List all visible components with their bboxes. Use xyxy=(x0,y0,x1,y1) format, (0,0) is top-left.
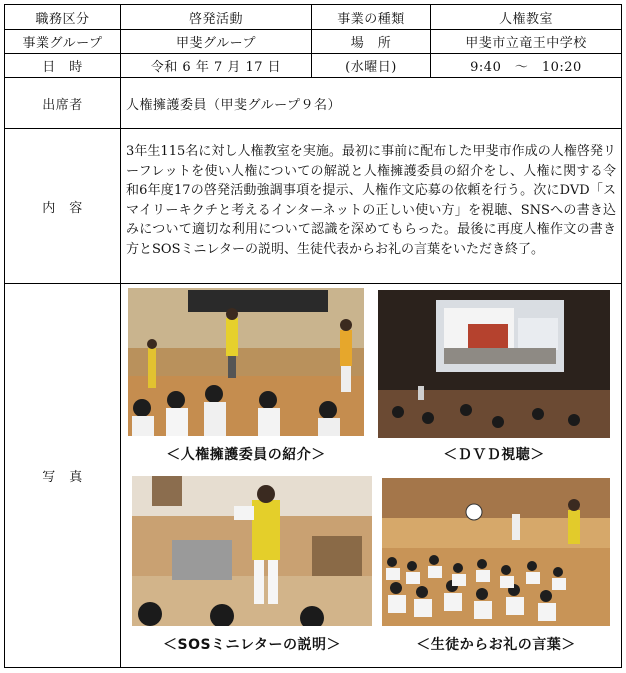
attendees-value: 人権擁護委員（甲斐グループ９名） xyxy=(126,97,341,113)
job-category-label: 職務区分 xyxy=(35,11,90,27)
photo-dvd-viewing xyxy=(378,290,610,438)
location-label: 場 所 xyxy=(350,36,392,51)
caption-student-thanks: ＜生徒からお礼の言葉＞ xyxy=(416,637,576,653)
table-divider-col1 xyxy=(120,4,121,668)
datetime-label: 日 時 xyxy=(42,60,83,75)
location-value: 甲斐市立竜王中学校 xyxy=(465,36,587,51)
weekday-value: (水曜日) xyxy=(345,60,397,75)
table-border-right xyxy=(621,4,622,668)
caption-committee-introduction: ＜人権擁護委員の紹介＞ xyxy=(166,447,326,463)
photos-label: 写 真 xyxy=(42,470,83,485)
job-category-value: 啓発活動 xyxy=(188,11,243,27)
photo-student-thanks xyxy=(382,478,610,626)
attendees-label: 出席者 xyxy=(42,97,83,113)
caption-dvd-viewing: ＜ＤＶＤ視聴＞ xyxy=(443,447,545,463)
table-border-bottom xyxy=(4,667,622,668)
photo-committee-introduction xyxy=(128,288,364,436)
caption-sos-letter-explanation: ＜SOSミニレターの説明＞ xyxy=(162,637,341,653)
project-type-label: 事業の種類 xyxy=(337,11,405,27)
project-group-value: 甲斐グループ xyxy=(176,36,256,51)
content-label: 内 容 xyxy=(42,200,83,216)
project-type-value: 人権教室 xyxy=(498,11,553,27)
photo-sos-letter-explanation xyxy=(132,476,372,626)
project-group-label: 事業グループ xyxy=(22,36,103,51)
date-value: 令和 6 年 7 月 17 日 xyxy=(150,60,282,75)
time-value: 9:40 ～ 10:20 xyxy=(470,60,582,75)
content-text: 3年生115名に対し人権教室を実施。最初に事前に配布した甲斐市作成の人権啓発リーフレットを使い人権についての解説と人権擁護委員の紹介をし、人権に関する令和6年度17の啓発活動強調事項を提示、人権作文応募の依頼を行う。次にDVD「スマイリーキクチと考えるインターネットの正しい使い方」を視聴、SNSへの書き込みについて適切な利用について認識を深めてもらった。最後に再度人権作文の書き方とSOSミニレターの説明、生徒代表からお礼の言葉をいただき終了。 xyxy=(126,144,616,257)
